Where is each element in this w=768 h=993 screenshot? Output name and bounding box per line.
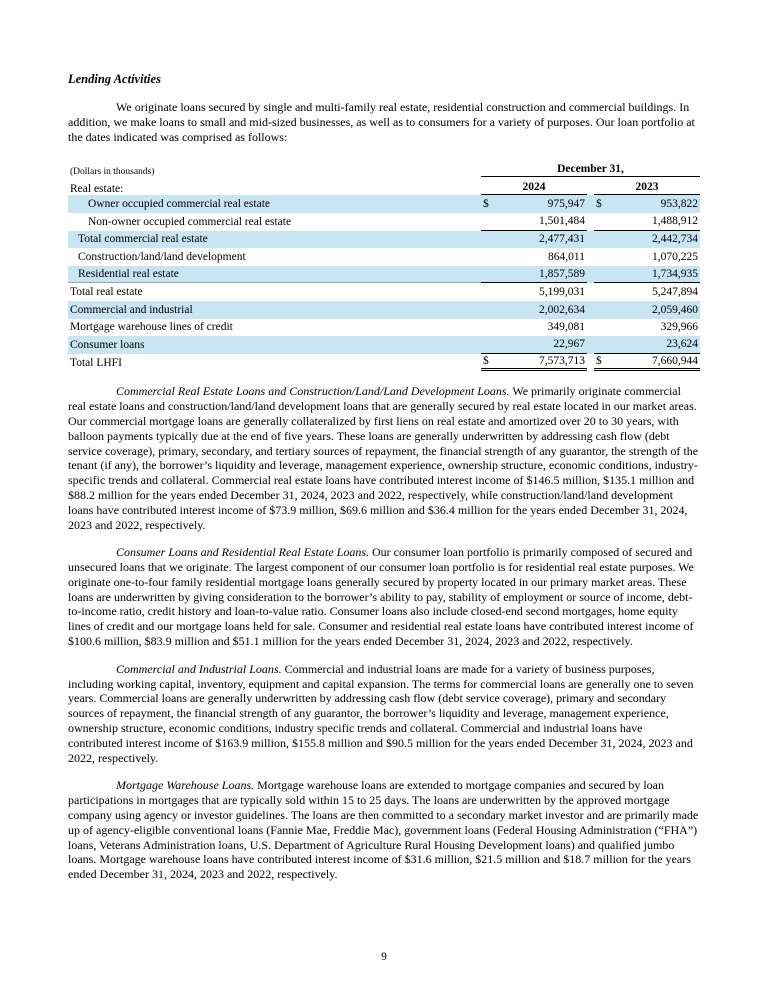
- paragraph-mortgage-warehouse: [68, 778, 700, 882]
- intro-paragraph: We originate loans secured by single and multi-family real estate, residential construction and commercial buildings. In addition, we make loans to small and mid-sized businesses, as well as to consumers for a variety of purposes. Our loan portfolio at the dates indicated was comprised as follows:: [68, 100, 695, 144]
- value-2023: [594, 248, 700, 266]
- table-body: [68, 195, 700, 371]
- value-2024: [481, 301, 587, 319]
- value-2024: [481, 283, 587, 301]
- paragraph-body: Mortgage warehouse loans are extended to mortgage companies and secured by loan participations in mortgages that are typically sold within 15 to 25 days. The loans are underwritten by the approved mortgage company using agency or investor guidelines. The loans are then committed to a secondary market investor and are primarily made up of agency-eligible conventional loans (Fannie Mae, Freddie Mac), government loans (Federal Housing Administration (“FHA”) loans, Veterans Administration loans, U.S. Department of Agriculture Rural Housing Development loans) and qualified jumbo loans. Mortgage warehouse loans have contributed interest income of $31.6 million, $21.5 million and $18.7 million for the years ended December 31, 2024, 2023 and 2022, respectively.: [68, 778, 699, 882]
- value-2023: [594, 266, 700, 284]
- value-2023: [594, 336, 700, 354]
- table-row: [68, 213, 700, 231]
- column-gap: [587, 354, 594, 372]
- value-2024: [481, 248, 587, 266]
- loan-portfolio-table: [68, 159, 700, 371]
- amount: 5,247,894: [652, 286, 698, 299]
- table-row: [68, 195, 700, 213]
- amount: 1,501,484: [539, 215, 585, 228]
- column-gap: [587, 213, 594, 231]
- paragraph-consumer-loans: [68, 545, 700, 649]
- dollar-sign: $: [596, 355, 602, 368]
- date-header: December 31,: [481, 163, 700, 177]
- paragraph-lead: Consumer Loans and Residential Real Estate Loans.: [116, 545, 369, 560]
- amount: 23,624: [666, 338, 698, 351]
- column-gap: [587, 266, 594, 284]
- amount: 349,081: [547, 321, 585, 334]
- column-gap: [587, 336, 594, 354]
- value-2023: [594, 283, 700, 301]
- value-2024: [481, 213, 587, 231]
- paragraph-body: Our consumer loan portfolio is primarily composed of secured and unsecured loans that we originate. The largest component of our consumer loan portfolio is for residential real estate purposes. We originate one-to-four family residential mortgage loans generally secured by property located in our primary market areas. These loans are underwritten by giving consideration to the borrower’s ability to pay, stability of employment or source of income, debt-to-income ratio, credit history and loan-to-value ratio. Consumer loans also include closed-end second mortgages, home equity lines of credit and our mortgage loans held for sale. Consumer and residential real estate loans have contributed interest income of $100.6 million, $83.9 million and $51.1 million for the years ended December 31, 2024, 2023 and 2022, respectively.: [68, 545, 694, 649]
- amount: 1,070,225: [652, 250, 698, 263]
- value-2024: [481, 266, 587, 284]
- paragraph-commercial-industrial: [68, 662, 700, 766]
- amount: 1,734,935: [652, 268, 698, 281]
- value-2023: [594, 301, 700, 319]
- table-row: [68, 336, 700, 354]
- table-row: [68, 266, 700, 284]
- column-gap: [587, 301, 594, 319]
- table-row: [68, 354, 700, 372]
- column-header-2023: 2023: [594, 181, 700, 195]
- units-note: (Dollars in thousands): [70, 167, 155, 178]
- row-label: Residential real estate: [68, 266, 481, 284]
- row-label: Construction/land/land development: [78, 250, 246, 263]
- table-row: [68, 283, 700, 301]
- row-label: Consumer loans: [70, 338, 145, 351]
- table-header-row-years: [68, 177, 700, 195]
- column-gap: [587, 231, 594, 249]
- value-2023: [594, 231, 700, 249]
- page-title: Lending Activities: [68, 72, 161, 86]
- value-2024: [481, 231, 587, 249]
- table-row: [68, 301, 700, 319]
- row-label: Total LHFI: [70, 356, 122, 369]
- row-label: Total commercial real estate: [78, 233, 208, 246]
- row-label: Non-owner occupied commercial real estate: [88, 215, 292, 228]
- column-gap: [587, 195, 594, 213]
- amount: 22,967: [553, 338, 585, 351]
- row-label: Mortgage warehouse lines of credit: [70, 321, 233, 334]
- amount: 975,947: [547, 198, 585, 211]
- column-gap: [587, 283, 594, 301]
- amount: 5,199,031: [539, 286, 585, 299]
- column-gap: [587, 248, 594, 266]
- dollar-sign: $: [596, 198, 602, 211]
- row-label: Owner occupied commercial real estate: [88, 198, 270, 211]
- table-row: [68, 231, 700, 249]
- amount: 2,442,734: [652, 233, 698, 246]
- paragraph-body: Commercial and industrial loans are made for a variety of business purposes, including working capital, inventory, equipment and capital expansion. The terms for commercial loans are generally one to seven years. Commercial loans are generally underwritten by addressing cash flow (debt service coverage), primary and secondary sources of repayment, the financial strength of any guarantor, the borrower’s liquidity and leverage, management experience, ownership structure, economic conditions, industry specific trends and collateral. Commercial and industrial loans have contributed interest income of $163.9 million, $155.8 million and $90.5 million for the years ended December 31, 2024, 2023 and 2022, respectively.: [68, 661, 694, 765]
- amount: 2,059,460: [652, 303, 698, 316]
- amount: 1,488,912: [652, 215, 698, 228]
- amount: 1,857,589: [539, 268, 585, 281]
- table-row: [68, 319, 700, 337]
- row-label: Total real estate: [70, 286, 143, 299]
- column-gap: [587, 177, 594, 195]
- paragraph-body: We primarily originate commercial real estate loans and construction/land/land development loans that are generally secured by real estate located in our market areas. Our commercial mortgage loans are generally collateralized by first liens on real estate and amortized over 20 to 30 years, with balloon payments typically due at the end of five years. These loans are generally underwritten by addressing cash flow (debt service coverage), primary, secondary, and tertiary sources of repayment, the financial strength of any guarantor, the strength of the tenant (if any), the borrower’s liquidity and leverage, management experience, ownership structure, economic conditions, industry-specific trends and collateral. Commercial real estate loans have contributed interest income of $146.5 million, $135.1 million and $88.2 million for the years ended December 31, 2024, 2023 and 2022, respectively, while construction/land/land development loans have contributed interest income of $73.9 million, $69.6 million and $36.4 million for the years ended December 31, 2024, 2023 and 2022, respectively.: [68, 384, 699, 532]
- amount: 7,660,944: [652, 355, 698, 368]
- dollar-sign: $: [483, 198, 489, 211]
- paragraph-lead: Commercial Real Estate Loans and Construction/Land/Land Development Loans.: [116, 384, 510, 399]
- column-gap: [587, 319, 594, 337]
- value-2023: [594, 195, 700, 213]
- amount: 7,573,713: [539, 355, 585, 368]
- dollar-sign: $: [483, 355, 489, 368]
- value-2024: [481, 319, 587, 337]
- value-2023: [594, 319, 700, 337]
- amount: 2,477,431: [539, 233, 585, 246]
- paragraph-lead: Mortgage Warehouse Loans.: [116, 778, 255, 793]
- row-label: Commercial and industrial: [70, 303, 193, 316]
- value-2023: [594, 213, 700, 231]
- value-2024: [481, 354, 587, 372]
- page-number: 9: [381, 951, 387, 963]
- value-2024: [481, 195, 587, 213]
- table-header-row-date: [68, 159, 700, 177]
- value-2023: [594, 354, 700, 372]
- column-header-2024: 2024: [481, 181, 587, 195]
- amount: 864,011: [548, 250, 585, 263]
- value-2024: [481, 336, 587, 354]
- section-label: Real estate:: [70, 183, 124, 196]
- paragraph-commercial-real-estate: [68, 384, 700, 532]
- table-row: [68, 248, 700, 266]
- paragraph-lead: Commercial and Industrial Loans.: [116, 661, 282, 676]
- amount: 329,966: [660, 321, 698, 334]
- amount: 2,002,634: [539, 303, 585, 316]
- amount: 953,822: [660, 198, 698, 211]
